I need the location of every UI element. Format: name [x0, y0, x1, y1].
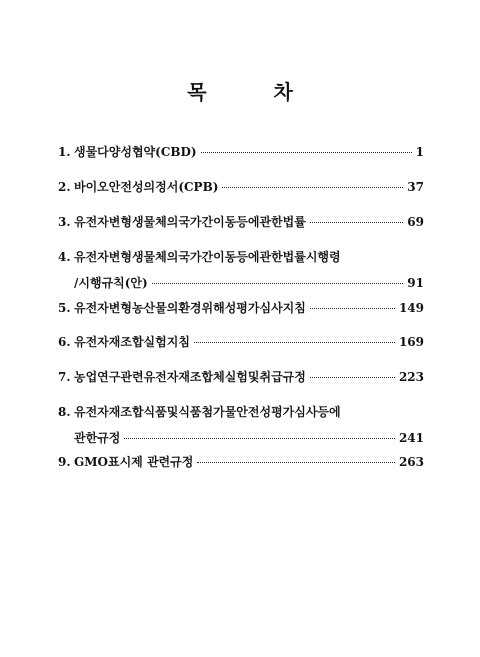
- toc-entry-9[interactable]: [58, 454, 424, 470]
- toc-entry-1[interactable]: [58, 144, 424, 160]
- toc-entry-8[interactable]: [58, 404, 424, 446]
- dot-leader: [194, 342, 395, 343]
- dot-leader: [197, 462, 395, 463]
- toc-entry-3[interactable]: [58, 214, 424, 230]
- dot-leader: [222, 187, 403, 188]
- toc-label-continued: /시행규칙(안): [74, 276, 148, 290]
- toc-line: [58, 300, 424, 316]
- toc-label: 유전자재조합실험지침: [74, 335, 190, 349]
- toc-line: [58, 454, 424, 470]
- toc-page-number: 169: [398, 335, 424, 349]
- toc-line: [58, 334, 424, 350]
- toc-number: 5.: [58, 301, 71, 315]
- toc-number: 6.: [58, 335, 71, 349]
- dot-leader: [310, 377, 395, 378]
- toc-entry-2[interactable]: [58, 179, 424, 195]
- toc-number: 2.: [58, 180, 71, 194]
- toc-number: 4.: [58, 250, 71, 264]
- toc-number: 7.: [58, 370, 71, 384]
- toc-page-number: 1: [415, 145, 424, 159]
- toc-label: GMO표시제 관련규정: [74, 455, 194, 469]
- toc-label: 유전자변형생물체의국가간이동등에관한법률시행령: [74, 250, 341, 264]
- toc-number: 9.: [58, 455, 71, 469]
- toc-page-number: 223: [398, 370, 424, 384]
- toc-number: 3.: [58, 215, 71, 229]
- toc-line: [58, 404, 424, 420]
- toc-line: [58, 214, 424, 230]
- toc-page-number: 241: [398, 431, 424, 445]
- toc-label: 바이오안전성의정서(CPB): [74, 180, 219, 194]
- toc-number: 1.: [58, 145, 71, 159]
- toc-page-number: 263: [398, 455, 424, 469]
- dot-leader: [310, 308, 395, 309]
- toc-line-continued: [58, 275, 424, 291]
- toc-page-number: 91: [407, 276, 424, 290]
- dot-leader: [152, 283, 404, 284]
- toc-label: 유전자변형농산물의환경위해성평가심사지침: [74, 301, 306, 315]
- toc-line: [58, 179, 424, 195]
- toc-label: 유전자재조합식품및식품첨가물안전성평가심사등에: [74, 405, 341, 419]
- toc-label: 생물다양성협약(CBD): [74, 145, 197, 159]
- toc-label: 농업연구관련유전자재조합체실험및취급규정: [74, 370, 306, 384]
- page-title: 목 차: [187, 80, 323, 104]
- toc-entry-7[interactable]: [58, 369, 424, 385]
- dot-leader: [201, 152, 412, 153]
- toc-entry-5[interactable]: [58, 300, 424, 316]
- toc-number: 8.: [58, 405, 71, 419]
- toc-entry-6[interactable]: [58, 334, 424, 350]
- toc-label-continued: 관한규정: [74, 431, 121, 445]
- toc-line: [58, 249, 424, 265]
- toc-page-number: 149: [398, 301, 424, 315]
- toc-page-number: 69: [407, 215, 424, 229]
- toc-page-number: 37: [407, 180, 424, 194]
- toc-line: [58, 369, 424, 385]
- toc-line-continued: [58, 430, 424, 446]
- dot-leader: [310, 222, 403, 223]
- toc-line: [58, 144, 424, 160]
- toc-entry-4[interactable]: [58, 249, 424, 291]
- dot-leader: [124, 438, 395, 439]
- toc-label: 유전자변형생물체의국가간이동등에관한법률: [74, 215, 306, 229]
